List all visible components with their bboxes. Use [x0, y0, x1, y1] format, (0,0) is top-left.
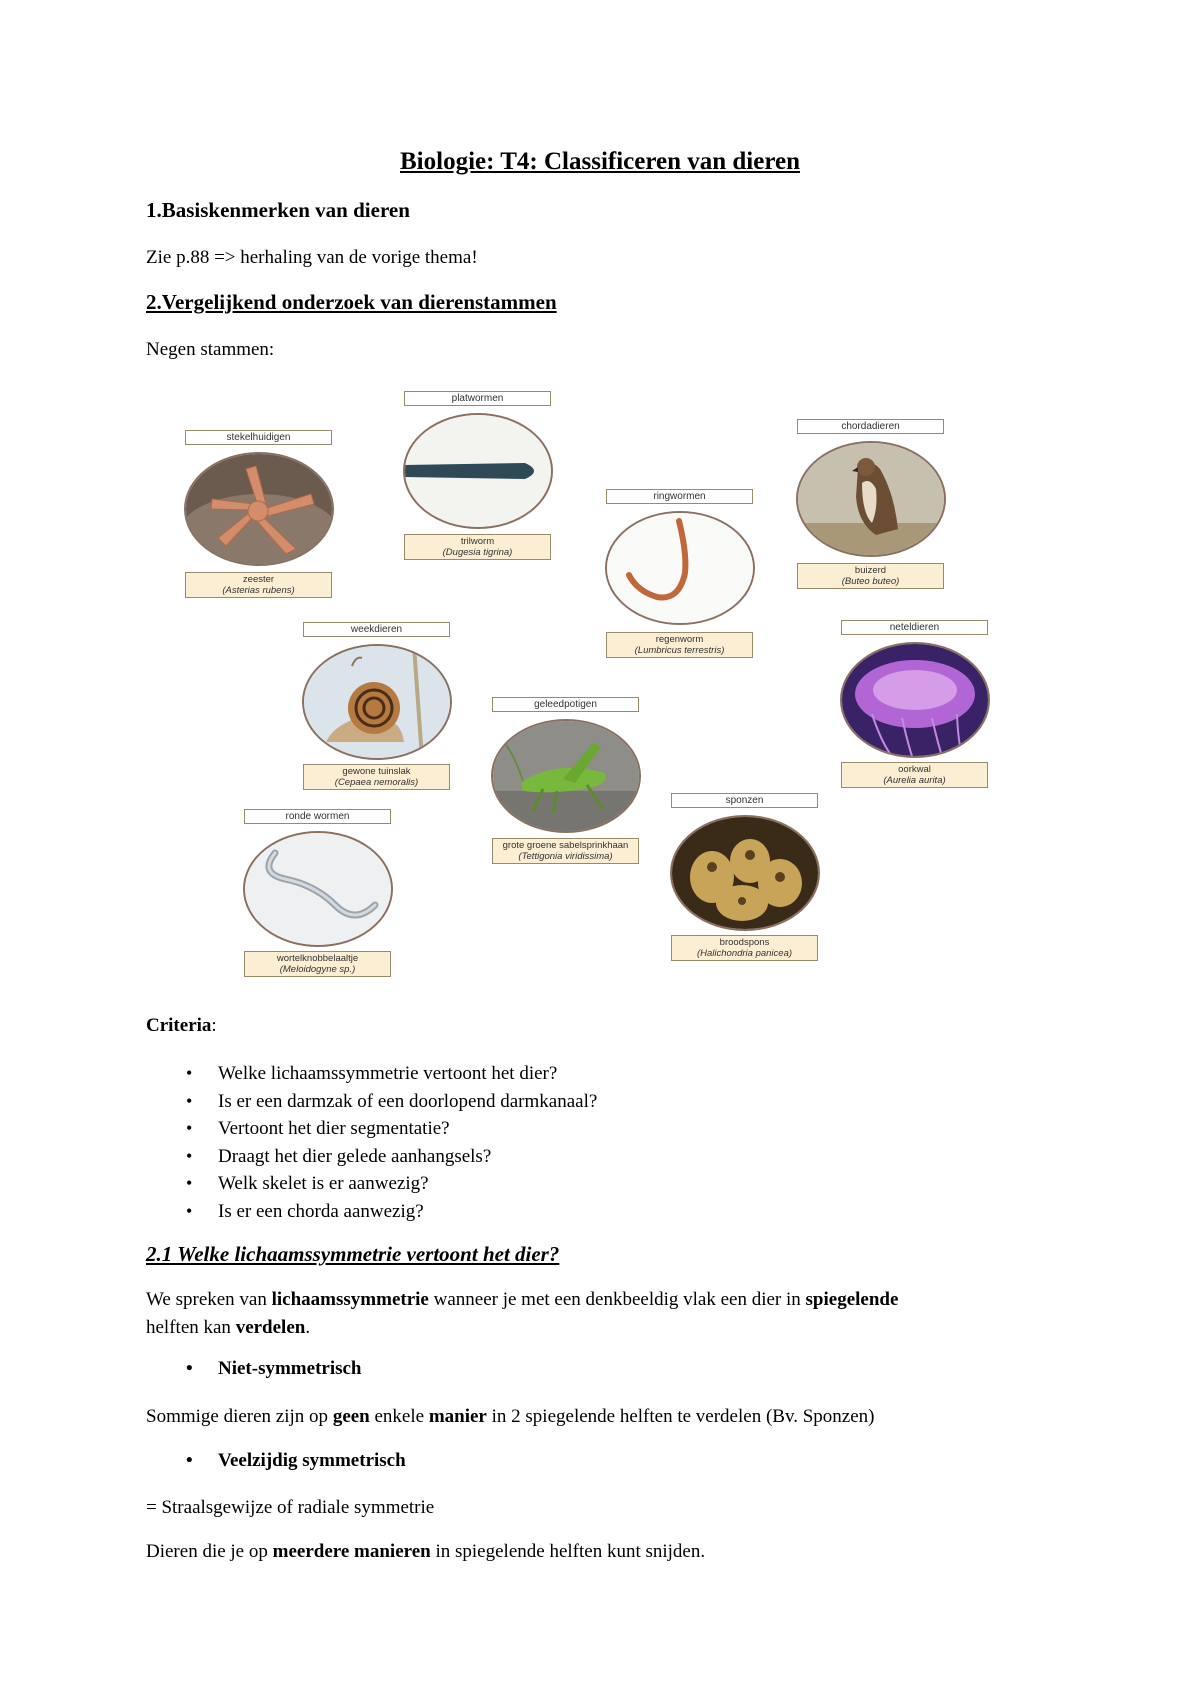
- caption-name: trilworm: [460, 536, 495, 547]
- label-ringwormen: ringwormen: [606, 489, 753, 504]
- radiale-symmetrie-text: = Straalsgewijze of radiale symmetrie: [146, 1497, 435, 1518]
- caption-oorkwal: [841, 762, 988, 788]
- caption-latin: (Dugesia tigrina): [442, 547, 513, 558]
- label-stekelhuidigen: stekelhuidigen: [185, 430, 332, 445]
- label-ronde-wormen: ronde wormen: [244, 809, 391, 824]
- niet-symmetrisch-text: Sommige dieren zijn op geen enkele manier in 2 spiegelende helften te verdelen (Bv. Sponzen): [146, 1406, 875, 1427]
- list-item: • Draagt het dier gelede aanhangsels?: [146, 1143, 597, 1171]
- caption-latin: (Aurelia aurita): [883, 775, 946, 786]
- label-weekdieren: weekdieren: [303, 622, 450, 637]
- list-item: • Welke lichaamssymmetrie vertoont het dier?: [146, 1060, 597, 1088]
- section-1-heading: 1.Basiskenmerken van dieren: [146, 198, 410, 222]
- caption-latin: (Buteo buteo): [841, 576, 900, 587]
- symmetry-definition: We spreken van lichaamssymmetrie wanneer je met een denkbeeldig vlak een dier in spiegelende helften kan verdelen.: [146, 1289, 899, 1338]
- caption-name: buizerd: [854, 565, 887, 576]
- caption-latin: (Meloidogyne sp.): [279, 964, 356, 975]
- caption-latin: (Asterias rubens): [222, 585, 295, 596]
- caption-name: gewone tuinslak: [342, 766, 411, 777]
- list-item: • Is er een chorda aanwezig?: [146, 1198, 597, 1226]
- list-item: • Is er een darmzak of een doorlopend darmkanaal?: [146, 1088, 597, 1116]
- caption-name: wortelknobbelaaltje: [276, 953, 359, 964]
- list-item: • Welk skelet is er aanwezig?: [146, 1170, 597, 1198]
- grasshopper-image: [491, 719, 641, 833]
- starfish-image: [184, 452, 334, 566]
- caption-sabelsprinkhaan: [492, 838, 639, 864]
- caption-zeester: [185, 572, 332, 598]
- label-sponzen: sponzen: [671, 793, 818, 808]
- caption-name: oorkwal: [898, 764, 931, 775]
- earthworm-image: [605, 511, 755, 625]
- caption-wortelknobbelaaltje: [244, 951, 391, 977]
- label-neteldieren: neteldieren: [841, 620, 988, 635]
- caption-tuinslak: [303, 764, 450, 790]
- caption-name: broodspons: [719, 937, 770, 948]
- label-platwormen: platwormen: [404, 391, 551, 406]
- label-chordadieren: chordadieren: [797, 419, 944, 434]
- flatworm-image: [403, 413, 553, 529]
- buzzard-image: [796, 441, 946, 557]
- section-2-1-heading: 2.1 Welke lichaamssymmetrie vertoont het dier?: [146, 1242, 560, 1266]
- label-geleedpotigen: geleedpotigen: [492, 697, 639, 712]
- list-item: • Vertoont het dier segmentatie?: [146, 1115, 597, 1143]
- document-page: Biologie: T4: Classificeren van dieren 1.Basiskenmerken van dieren Zie p.88 => herhaling van de vorige thema! 2.Vergelijkend onderzoek van dierenstammen Negen stammen: stekelhuidigen zeester (Asterias rubens) platwormen trilworm (Dugesia tigrina) ringwormen regenworm (Lumbricus terrestris) chordadieren buizerd (Buteo buteo) weekdieren gewone tuinslak (Cepaea nemoralis) neteldieren oorkwal (Aurelia aurita) geleedpotigen grote groene sabelsprinkhaan (Tettigonia viridissima) ronde wormen wortelknobbelaaltje (Meloidogyne sp.) sponzen broodspons (Halichondria panicea) Criteria: • Welke lichaamssymmetrie vertoont het dier? • Is er een darmzak of een doorlopend darmkanaal? • Vertoont het dier segmentatie? • Draagt het dier gelede aanhangsels? • Welk skelet is er aanwezig? • Is er een chorda aanwezig? 2.1 Welke lichaamssymmetrie vertoont het dier? We spreken van lichaamssymmetrie wanneer je met een denkbeeldig vlak een dier in spiegelende helften kan verdelen. • Niet-symmetrisch Sommige dieren zijn op geen enkele manier in 2 spiegelende helften te verdelen (Bv. Sponzen) • Veelzijdig symmetrisch = Straalsgewijze of radiale symmetrie Dieren die je op meerdere manieren in spiegelende helften kunt snijden.: [0, 0, 1200, 1698]
- caption-regenworm: [606, 632, 753, 658]
- jellyfish-image: [840, 642, 990, 758]
- caption-latin: (Halichondria panicea): [696, 948, 793, 959]
- caption-broodspons: [671, 935, 818, 961]
- meerdere-manieren-text: Dieren die je op meerdere manieren in spiegelende helften kunt snijden.: [146, 1541, 706, 1562]
- caption-name: grote groene sabelsprinkhaan: [502, 840, 629, 851]
- caption-name: zeester: [242, 574, 275, 585]
- criteria-label: Criteria:: [146, 1015, 217, 1036]
- caption-latin: (Tettigonia viridissima): [518, 851, 613, 862]
- snail-image: [302, 644, 452, 760]
- page-title: Biologie: T4: Classificeren van dieren: [400, 148, 800, 175]
- section-2-text: Negen stammen:: [146, 339, 275, 360]
- section-1-text: Zie p.88 => herhaling van de vorige thema!: [146, 247, 478, 268]
- section-2-heading: 2.Vergelijkend onderzoek van dierenstammen: [146, 290, 557, 314]
- caption-buizerd: [797, 563, 944, 589]
- caption-latin: (Cepaea nemoralis): [334, 777, 419, 788]
- criteria-list: [146, 1060, 597, 1225]
- caption-trilworm: [404, 534, 551, 560]
- caption-latin: (Lumbricus terrestris): [634, 645, 725, 656]
- caption-name: regenworm: [655, 634, 704, 645]
- sponge-image: [670, 815, 820, 931]
- nematode-image: [243, 831, 393, 947]
